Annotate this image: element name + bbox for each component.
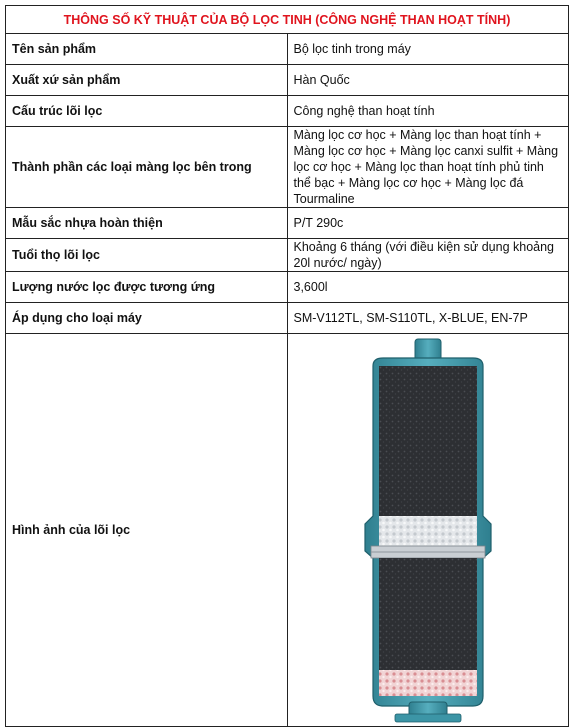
table-row	[6, 272, 569, 303]
row-value-origin: Hàn Quốc	[287, 65, 569, 96]
carbon-layer-bottom	[379, 558, 477, 670]
row-label-image: Hình ảnh của lõi lọc	[6, 334, 288, 727]
table-row	[6, 127, 569, 208]
row-label-structure: Cấu trúc lõi lọc	[6, 96, 288, 127]
table-title: THÔNG SỐ KỸ THUẬT CỦA BỘ LỌC TINH (CÔNG NGHỆ THAN HOẠT TÍNH)	[6, 6, 569, 34]
row-value-models: SM-V112TL, SM-S110TL, X-BLUE, EN-7P	[287, 303, 569, 334]
table-row	[6, 239, 569, 272]
table-row	[6, 34, 569, 65]
filter-image-cell	[287, 334, 569, 727]
filter-cartridge-image	[343, 336, 513, 724]
title-row	[6, 6, 569, 34]
tourmaline-layer	[379, 670, 477, 696]
row-label-origin: Xuất xứ sản phẩm	[6, 65, 288, 96]
table-row	[6, 303, 569, 334]
row-value-product-name: Bộ lọc tinh trong máy	[287, 34, 569, 65]
row-label-lifespan: Tuổi thọ lõi lọc	[6, 239, 288, 272]
row-value-lifespan: Khoảng 6 tháng (với điều kiện sử dụng khoảng 20l nước/ ngày)	[287, 239, 569, 272]
row-value-components: Màng lọc cơ học + Màng lọc than hoạt tính + Màng lọc cơ học + Màng lọc canxi sulfit + Màng lọc cơ học + Màng lọc than hoạt tính phủ tinh thể bạc + Màng lọc cơ học + Màng lọc đá Tourmaline	[287, 127, 569, 208]
row-label-models: Áp dụng cho loại máy	[6, 303, 288, 334]
table-row	[6, 65, 569, 96]
carbon-layer-top	[379, 366, 477, 516]
row-value-structure: Công nghệ than hoạt tính	[287, 96, 569, 127]
row-label-product-name: Tên sản phẩm	[6, 34, 288, 65]
row-label-components: Thành phần các loại màng lọc bên trong	[6, 127, 288, 208]
table-row	[6, 208, 569, 239]
table-row	[6, 96, 569, 127]
row-value-capacity: 3,600l	[287, 272, 569, 303]
row-label-color: Mẫu sắc nhựa hoàn thiện	[6, 208, 288, 239]
table-row	[6, 334, 569, 727]
row-label-capacity: Lượng nước lọc được tương ứng	[6, 272, 288, 303]
row-value-color: P/T 290c	[287, 208, 569, 239]
white-layer	[379, 516, 477, 546]
spec-table	[5, 5, 569, 727]
